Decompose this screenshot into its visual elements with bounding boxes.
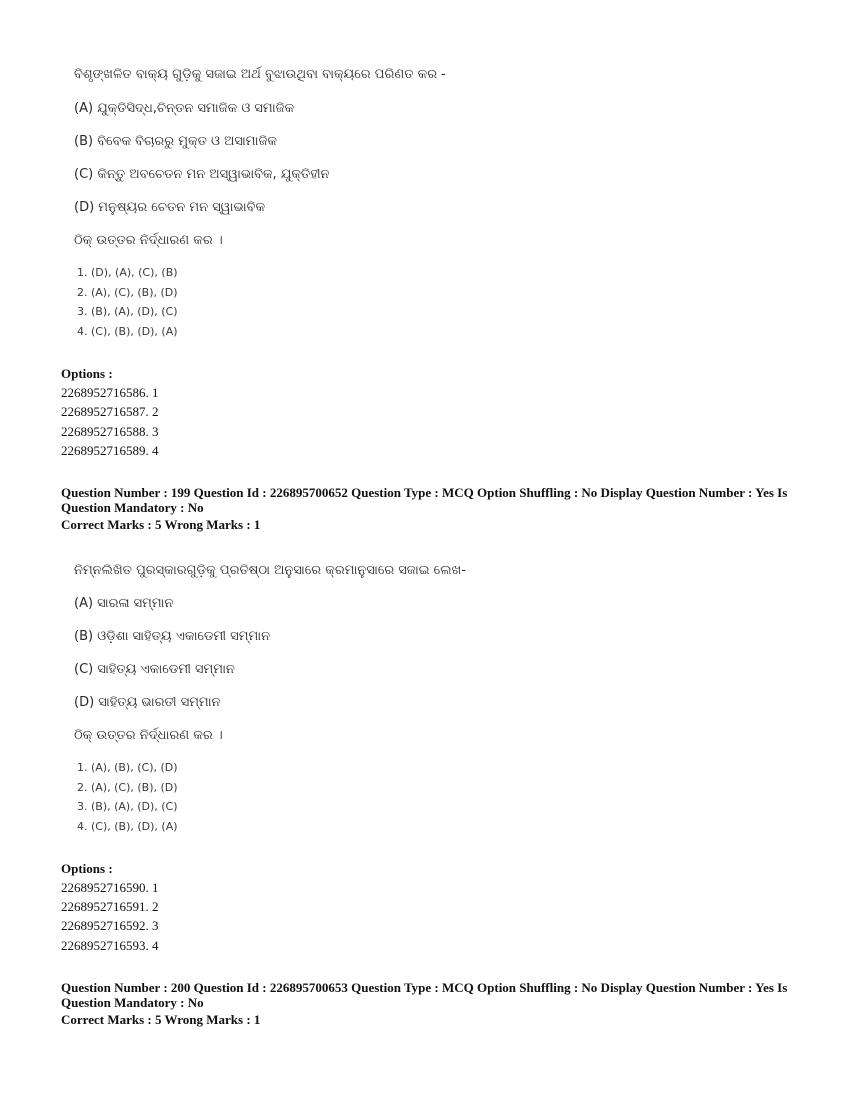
question-meta: Question Number : 199 Question Id : 226895700652 Question Type : MCQ Option Shuffling : No Display Question Number : Yes Is Question Mandatory : No (61, 485, 788, 515)
question-meta: Question Number : 200 Question Id : 226895700653 Question Type : MCQ Option Shuffling : No Display Question Number : Yes Is Question Mandatory : No (61, 980, 788, 1010)
choice-3: 3. (B), (A), (D), (C) (77, 800, 178, 813)
instruction: ଠିକ୍ ଉତ୍ତର ନିର୍ଦ୍ଧାରଣ କର । (74, 728, 223, 743)
choice-2: 2. (A), (C), (B), (D) (77, 286, 178, 299)
option-id-3: 2268952716588. 3 (61, 424, 159, 439)
statement-a: (A) ସାରଳା ସମ୍ମାନ (74, 596, 174, 611)
question-prompt: ବିଶୃଙ୍ଖଳିତ ବାକ୍ୟ ଗୁଡ଼ିକୁ ସଜାଇ ଅର୍ଥ ବୁଝାଉଥିବା ବାକ୍ୟରେ ପରିଣତ କର - (74, 67, 446, 82)
statement-a: (A) ଯୁକ୍ତିସିଦ୍ଧ,ଚିନ୍ତନ ସମାଜିକ ଓ ସମାଜିକ (74, 101, 295, 116)
option-id-4: 2268952716589. 4 (61, 443, 159, 458)
choice-2: 2. (A), (C), (B), (D) (77, 781, 178, 794)
statement-b: (B) ବିବେକ ବିଚାରରୁ ମୁକ୍ତ ଓ ଅସାମାଜିକ (74, 134, 278, 149)
option-id-1: 2268952716586. 1 (61, 385, 159, 400)
option-id-2: 2268952716587. 2 (61, 404, 159, 419)
option-id-3: 2268952716592. 3 (61, 918, 159, 933)
choice-4: 4. (C), (B), (D), (A) (77, 820, 178, 833)
choice-3: 3. (B), (A), (D), (C) (77, 305, 178, 318)
option-id-2: 2268952716591. 2 (61, 899, 159, 914)
marks-line: Correct Marks : 5 Wrong Marks : 1 (61, 1012, 261, 1027)
option-id-4: 2268952716593. 4 (61, 938, 159, 953)
choice-4: 4. (C), (B), (D), (A) (77, 325, 178, 338)
statement-b: (B) ଓଡ଼ିଶା ସାହିତ୍ୟ ଏକାଡେମୀ ସମ୍ମାନ (74, 629, 271, 644)
statement-d: (D) ମନୁଷ୍ୟର ଚେତନ ମନ ସ୍ୱାଭାବିକ (74, 200, 266, 215)
options-label: Options : (61, 861, 113, 876)
option-id-1: 2268952716590. 1 (61, 880, 159, 895)
marks-line: Correct Marks : 5 Wrong Marks : 1 (61, 517, 261, 532)
choice-1: 1. (D), (A), (C), (B) (77, 266, 178, 279)
statement-c: (C) କିନ୍ତୁ ଅବଚେତନ ମନ ଅସ୍ୱାଭାବିକ, ଯୁକ୍ତିହୀନ (74, 167, 330, 182)
choice-1: 1. (A), (B), (C), (D) (77, 761, 178, 774)
statement-c: (C) ସାହିତ୍ୟ ଏକାଡେମୀ ସମ୍ମାନ (74, 662, 235, 677)
question-prompt: ନିମ୍ନଲିଖିତ ପୁରସ୍କାରଗୁଡ଼ିକୁ ପ୍ରତିଷ୍ଠା ଅନୁସାରେ କ୍ରମାନୁସାରେ ସଜାଇ ଲେଖ- (74, 563, 466, 578)
statement-d: (D) ସାହିତ୍ୟ ଭାରତୀ ସମ୍ମାନ (74, 695, 221, 710)
instruction: ଠିକ୍ ଉତ୍ତର ନିର୍ଦ୍ଧାରଣ କର । (74, 233, 223, 248)
options-label: Options : (61, 366, 113, 381)
